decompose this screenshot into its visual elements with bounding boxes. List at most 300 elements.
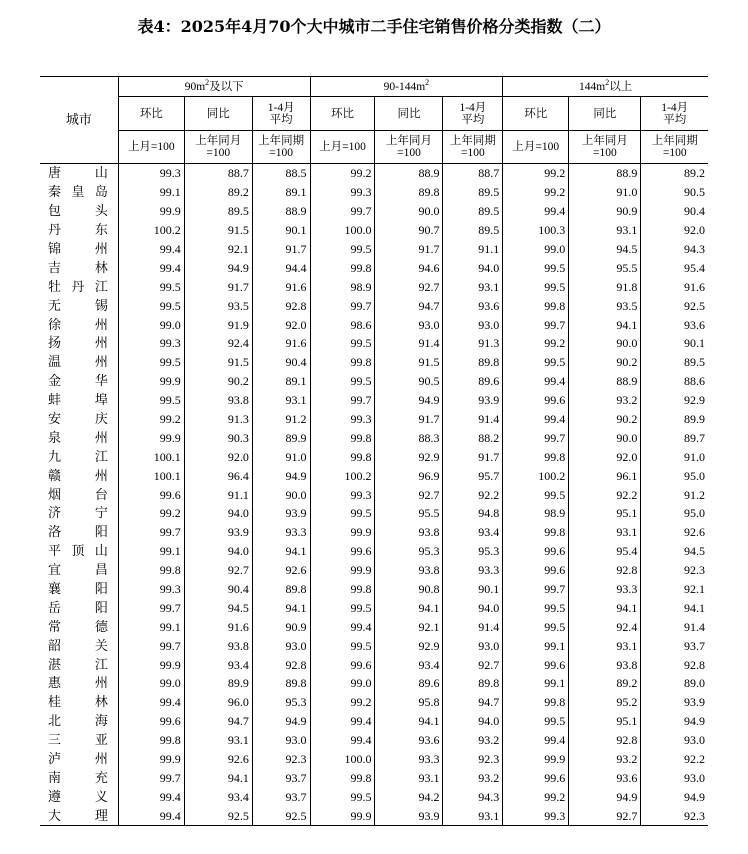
index-value: 99.2 <box>503 183 569 202</box>
index-value: 99.3 <box>118 334 184 353</box>
index-value: 93.2 <box>569 750 641 769</box>
index-value: 90.0 <box>569 428 641 447</box>
index-value: 89.1 <box>252 183 310 202</box>
index-value: 93.6 <box>641 315 708 334</box>
index-value: 99.4 <box>118 787 184 806</box>
index-value: 91.6 <box>252 334 310 353</box>
index-value: 91.4 <box>443 410 503 429</box>
index-value: 93.1 <box>375 769 443 788</box>
base-header-avg: 上年同期 =100 <box>252 131 310 164</box>
index-value: 91.1 <box>184 485 252 504</box>
index-value: 92.3 <box>252 750 310 769</box>
index-value: 100.3 <box>503 221 569 240</box>
index-value: 96.9 <box>375 466 443 485</box>
index-value: 93.7 <box>252 787 310 806</box>
index-value: 92.9 <box>641 391 708 410</box>
index-value: 93.4 <box>443 523 503 542</box>
index-value: 99.1 <box>118 542 184 561</box>
index-value: 99.4 <box>310 731 375 750</box>
index-value: 95.2 <box>569 693 641 712</box>
index-value: 99.8 <box>310 580 375 599</box>
index-value: 99.5 <box>310 787 375 806</box>
index-value: 90.5 <box>641 183 708 202</box>
table-row <box>40 258 708 277</box>
index-value: 93.8 <box>375 561 443 580</box>
index-value: 90.9 <box>252 617 310 636</box>
index-value: 92.4 <box>569 617 641 636</box>
index-value: 92.1 <box>184 240 252 259</box>
index-value: 93.6 <box>375 731 443 750</box>
index-value: 99.8 <box>310 428 375 447</box>
index-value: 92.0 <box>641 221 708 240</box>
index-value: 93.3 <box>375 750 443 769</box>
table-row <box>40 617 708 636</box>
index-value: 99.6 <box>503 391 569 410</box>
subheader-yoy: 同比 <box>375 97 443 131</box>
index-value: 99.5 <box>310 636 375 655</box>
index-value: 94.9 <box>252 466 310 485</box>
index-value: 93.4 <box>375 655 443 674</box>
index-value: 92.0 <box>184 447 252 466</box>
subheader-yoy: 同比 <box>569 97 641 131</box>
index-value: 92.6 <box>641 523 708 542</box>
city-name: 牡丹江 <box>48 278 108 294</box>
index-value: 99.5 <box>503 258 569 277</box>
index-value: 94.1 <box>375 598 443 617</box>
index-value: 95.1 <box>569 712 641 731</box>
city-name: 唐山 <box>40 164 118 183</box>
city-name: 蚌埠 <box>48 392 108 408</box>
table-row <box>40 447 708 466</box>
city-name: 惠州 <box>48 675 108 691</box>
index-value: 99.6 <box>503 769 569 788</box>
city-name: 赣州 <box>48 467 108 483</box>
index-value: 95.3 <box>375 542 443 561</box>
index-value: 99.2 <box>118 410 184 429</box>
index-value: 94.9 <box>184 258 252 277</box>
table-row <box>40 806 708 825</box>
index-value: 89.7 <box>641 428 708 447</box>
index-value: 92.8 <box>252 655 310 674</box>
index-value: 99.6 <box>118 485 184 504</box>
index-value: 93.6 <box>569 769 641 788</box>
index-value: 92.1 <box>375 617 443 636</box>
index-value: 99.7 <box>310 391 375 410</box>
index-value: 92.7 <box>375 277 443 296</box>
index-value: 99.9 <box>118 202 184 221</box>
index-value: 92.8 <box>569 731 641 750</box>
index-value: 90.5 <box>375 372 443 391</box>
index-value: 99.1 <box>118 183 184 202</box>
index-value: 99.0 <box>118 315 184 334</box>
index-value: 90.0 <box>375 202 443 221</box>
index-value: 99.5 <box>503 353 569 372</box>
index-value: 100.0 <box>310 750 375 769</box>
city-name: 无锡 <box>48 297 108 313</box>
index-value: 91.1 <box>443 240 503 259</box>
index-value: 89.8 <box>443 353 503 372</box>
subheader-avg: 1-4月 平均 <box>443 97 503 131</box>
index-value: 99.4 <box>503 202 569 221</box>
index-value: 90.2 <box>569 410 641 429</box>
index-value: 92.7 <box>443 655 503 674</box>
index-value: 91.4 <box>443 617 503 636</box>
index-value: 89.8 <box>252 580 310 599</box>
index-value: 99.8 <box>503 296 569 315</box>
index-value: 91.0 <box>641 447 708 466</box>
table-row <box>40 466 708 485</box>
index-value: 89.6 <box>375 674 443 693</box>
index-value: 94.3 <box>443 787 503 806</box>
index-value: 94.9 <box>569 787 641 806</box>
index-value: 99.1 <box>503 636 569 655</box>
index-value: 99.2 <box>503 164 569 183</box>
index-value: 90.1 <box>443 580 503 599</box>
city-name: 烟台 <box>48 486 108 502</box>
index-value: 89.2 <box>641 164 708 183</box>
index-value: 96.0 <box>184 693 252 712</box>
table-row <box>40 769 708 788</box>
index-value: 88.7 <box>184 164 252 183</box>
index-value: 99.4 <box>310 712 375 731</box>
index-value: 99.5 <box>310 240 375 259</box>
index-value: 89.2 <box>569 674 641 693</box>
table-row <box>40 561 708 580</box>
index-value: 92.4 <box>184 334 252 353</box>
index-value: 89.5 <box>184 202 252 221</box>
index-value: 99.1 <box>503 674 569 693</box>
city-name: 泸州 <box>48 751 108 767</box>
city-name: 安庆 <box>48 411 108 427</box>
index-value: 99.8 <box>310 258 375 277</box>
index-value: 99.9 <box>118 428 184 447</box>
index-value: 94.9 <box>375 391 443 410</box>
index-value: 99.5 <box>118 353 184 372</box>
index-value: 95.7 <box>443 466 503 485</box>
index-value: 99.8 <box>503 693 569 712</box>
city-name: 襄阳 <box>48 581 108 597</box>
index-value: 94.0 <box>443 258 503 277</box>
city-name: 大理 <box>48 807 108 823</box>
index-value: 92.7 <box>184 561 252 580</box>
index-value: 90.8 <box>375 580 443 599</box>
index-value: 99.7 <box>310 296 375 315</box>
index-value: 99.5 <box>310 372 375 391</box>
index-value: 93.1 <box>569 523 641 542</box>
price-index-table <box>40 76 708 826</box>
index-value: 99.5 <box>503 485 569 504</box>
index-value: 88.9 <box>375 164 443 183</box>
index-value: 92.3 <box>443 750 503 769</box>
index-value: 90.9 <box>569 202 641 221</box>
index-value: 99.5 <box>118 391 184 410</box>
index-value: 91.3 <box>184 410 252 429</box>
index-value: 93.3 <box>252 523 310 542</box>
table-row <box>40 598 708 617</box>
index-value: 91.5 <box>184 353 252 372</box>
index-value: 99.5 <box>503 598 569 617</box>
index-value: 89.6 <box>443 372 503 391</box>
base-header-avg: 上年同期 =100 <box>443 131 503 164</box>
index-value: 94.1 <box>375 712 443 731</box>
city-name: 遵义 <box>48 788 108 804</box>
index-value: 99.5 <box>503 712 569 731</box>
subheader-yoy: 同比 <box>184 97 252 131</box>
subheader-mom: 环比 <box>118 97 184 131</box>
table-row <box>40 504 708 523</box>
table-row <box>40 391 708 410</box>
index-value: 99.9 <box>118 372 184 391</box>
index-value: 93.5 <box>184 296 252 315</box>
index-value: 92.2 <box>641 750 708 769</box>
index-value: 90.0 <box>252 485 310 504</box>
index-value: 92.6 <box>184 750 252 769</box>
index-value: 92.8 <box>569 561 641 580</box>
index-value: 94.3 <box>641 240 708 259</box>
city-name: 锦州 <box>48 241 108 256</box>
index-value: 91.5 <box>184 221 252 240</box>
subheader-avg: 1-4月 平均 <box>641 97 708 131</box>
index-value: 93.0 <box>443 315 503 334</box>
index-value: 96.4 <box>184 466 252 485</box>
city-name: 秦皇岛 <box>48 184 108 200</box>
index-value: 93.8 <box>569 655 641 674</box>
index-value: 100.1 <box>118 466 184 485</box>
index-value: 99.3 <box>118 164 184 183</box>
table-row <box>40 183 708 202</box>
index-value: 89.9 <box>252 428 310 447</box>
index-value: 99.8 <box>118 731 184 750</box>
table-row <box>40 655 708 674</box>
base-header-avg: 上年同期 =100 <box>641 131 708 164</box>
index-value: 93.1 <box>443 277 503 296</box>
table-row <box>40 787 708 806</box>
index-value: 99.3 <box>310 485 375 504</box>
index-value: 94.6 <box>375 258 443 277</box>
index-value: 93.8 <box>184 391 252 410</box>
index-value: 98.9 <box>310 277 375 296</box>
index-value: 88.9 <box>569 372 641 391</box>
index-value: 99.5 <box>118 296 184 315</box>
table-row <box>40 315 708 334</box>
index-value: 93.0 <box>641 731 708 750</box>
index-value: 99.2 <box>503 787 569 806</box>
index-value: 99.2 <box>310 693 375 712</box>
table-row <box>40 636 708 655</box>
index-value: 93.2 <box>443 769 503 788</box>
index-value: 94.1 <box>641 598 708 617</box>
index-value: 92.0 <box>252 315 310 334</box>
index-value: 99.8 <box>310 769 375 788</box>
index-value: 93.1 <box>569 221 641 240</box>
index-value: 96.1 <box>569 466 641 485</box>
index-value: 90.3 <box>184 428 252 447</box>
index-value: 91.7 <box>443 447 503 466</box>
index-value: 92.3 <box>641 561 708 580</box>
index-value: 88.7 <box>443 164 503 183</box>
index-value: 92.5 <box>184 806 252 825</box>
index-value: 99.4 <box>310 617 375 636</box>
index-value: 93.8 <box>375 523 443 542</box>
city-name: 平顶山 <box>48 543 108 559</box>
city-name: 金华 <box>48 373 108 389</box>
table-row <box>40 296 708 315</box>
index-value: 99.6 <box>503 655 569 674</box>
index-value: 99.7 <box>503 315 569 334</box>
index-value: 99.9 <box>118 750 184 769</box>
index-value: 99.9 <box>118 655 184 674</box>
index-value: 92.0 <box>569 447 641 466</box>
index-value: 93.9 <box>184 523 252 542</box>
index-value: 93.2 <box>443 731 503 750</box>
index-value: 99.3 <box>118 580 184 599</box>
base-header-mom: 上月=100 <box>118 131 184 164</box>
index-value: 88.9 <box>569 164 641 183</box>
table-row <box>40 712 708 731</box>
index-value: 94.1 <box>569 598 641 617</box>
index-value: 93.0 <box>375 315 443 334</box>
page-title: 表4：2025年4月70个大中城市二手住宅销售价格分类指数（二） <box>137 17 611 36</box>
subheader-mom: 环比 <box>310 97 375 131</box>
index-value: 89.9 <box>641 410 708 429</box>
index-value: 88.3 <box>375 428 443 447</box>
index-value: 93.6 <box>443 296 503 315</box>
index-value: 99.9 <box>310 561 375 580</box>
city-name: 湛江 <box>48 656 108 672</box>
table-row <box>40 674 708 693</box>
index-value: 90.1 <box>252 221 310 240</box>
index-value: 95.3 <box>252 693 310 712</box>
index-value: 91.3 <box>443 334 503 353</box>
index-value: 99.6 <box>310 655 375 674</box>
index-value: 99.7 <box>118 523 184 542</box>
table-row <box>40 277 708 296</box>
city-name: 宜昌 <box>48 562 108 578</box>
index-value: 88.9 <box>252 202 310 221</box>
index-value: 94.0 <box>443 598 503 617</box>
city-name: 洛阳 <box>48 524 108 540</box>
table-row <box>40 372 708 391</box>
index-value: 91.4 <box>641 617 708 636</box>
index-value: 91.6 <box>641 277 708 296</box>
index-value: 94.1 <box>569 315 641 334</box>
index-value: 90.7 <box>375 221 443 240</box>
table-row <box>40 353 708 372</box>
table-row <box>40 523 708 542</box>
index-value: 90.4 <box>641 202 708 221</box>
index-value: 92.7 <box>569 806 641 825</box>
index-value: 91.9 <box>184 315 252 334</box>
table-row <box>40 542 708 561</box>
city-name: 九江 <box>48 448 108 464</box>
index-value: 92.8 <box>641 655 708 674</box>
index-value: 94.0 <box>184 542 252 561</box>
index-value: 92.9 <box>375 636 443 655</box>
index-value: 93.8 <box>184 636 252 655</box>
index-value: 99.9 <box>503 750 569 769</box>
index-value: 92.5 <box>641 296 708 315</box>
index-value: 100.0 <box>310 221 375 240</box>
index-value: 89.8 <box>375 183 443 202</box>
index-value: 93.1 <box>252 391 310 410</box>
table-row <box>40 693 708 712</box>
index-value: 88.5 <box>252 164 310 183</box>
index-value: 93.4 <box>184 787 252 806</box>
index-value: 92.6 <box>252 561 310 580</box>
index-value: 92.2 <box>569 485 641 504</box>
table-row <box>40 240 708 259</box>
index-value: 91.6 <box>184 617 252 636</box>
index-value: 99.5 <box>310 598 375 617</box>
index-value: 99.5 <box>118 277 184 296</box>
index-value: 99.7 <box>503 580 569 599</box>
index-value: 95.5 <box>375 504 443 523</box>
index-value: 93.7 <box>252 769 310 788</box>
index-value: 99.7 <box>118 598 184 617</box>
subheader-mom: 环比 <box>503 97 569 131</box>
city-name: 温州 <box>48 354 108 370</box>
index-value: 93.0 <box>252 731 310 750</box>
index-value: 100.2 <box>118 221 184 240</box>
index-value: 95.1 <box>569 504 641 523</box>
index-value: 99.5 <box>310 334 375 353</box>
index-value: 99.4 <box>503 410 569 429</box>
group-header-large: $144m^2$以上 <box>503 77 708 97</box>
base-header-yoy: 上年同月 =100 <box>184 131 252 164</box>
index-value: 99.6 <box>310 542 375 561</box>
index-value: 94.8 <box>443 504 503 523</box>
index-value: 99.3 <box>310 183 375 202</box>
index-value: 99.8 <box>118 561 184 580</box>
table-row <box>40 750 708 769</box>
table-row <box>40 580 708 599</box>
index-value: 90.4 <box>252 353 310 372</box>
index-value: 99.8 <box>310 447 375 466</box>
index-value: 99.4 <box>503 372 569 391</box>
index-value: 99.4 <box>118 806 184 825</box>
index-value: 93.9 <box>641 693 708 712</box>
index-value: 92.5 <box>252 806 310 825</box>
index-value: 99.0 <box>118 674 184 693</box>
index-value: 89.5 <box>443 183 503 202</box>
index-value: 93.1 <box>443 806 503 825</box>
index-value: 99.2 <box>118 504 184 523</box>
city-name: 丹东 <box>48 222 108 238</box>
city-name: 徐州 <box>48 316 108 332</box>
city-name: 扬州 <box>48 335 108 351</box>
index-value: 98.9 <box>503 504 569 523</box>
index-value: 91.7 <box>375 240 443 259</box>
index-value: 99.0 <box>310 674 375 693</box>
index-value: 92.9 <box>375 447 443 466</box>
index-value: 100.2 <box>310 466 375 485</box>
index-value: 95.0 <box>641 466 708 485</box>
index-value: 99.4 <box>118 258 184 277</box>
index-value: 89.9 <box>184 674 252 693</box>
index-value: 94.5 <box>641 542 708 561</box>
index-value: 92.3 <box>641 806 708 825</box>
index-value: 94.1 <box>252 598 310 617</box>
index-value: 99.6 <box>503 542 569 561</box>
index-value: 94.0 <box>443 712 503 731</box>
city-column-header: 城市 <box>40 77 118 164</box>
index-value: 99.3 <box>310 410 375 429</box>
index-value: 99.7 <box>118 636 184 655</box>
index-value: 93.9 <box>375 806 443 825</box>
index-value: 92.8 <box>252 296 310 315</box>
index-value: 99.7 <box>503 428 569 447</box>
index-value: 99.8 <box>503 523 569 542</box>
